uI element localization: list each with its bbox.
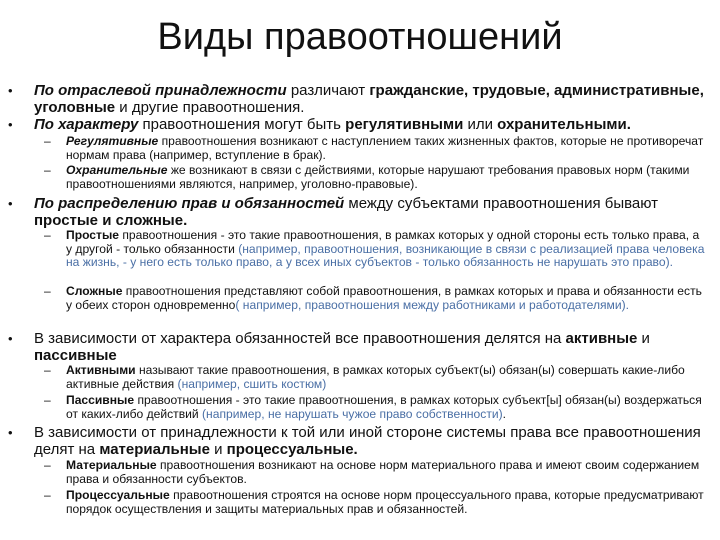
term-regulative: регулятивными	[345, 116, 464, 133]
example-text: (например, не нарушать чужое право собственности)	[202, 406, 503, 421]
text: различают	[286, 82, 370, 99]
example-text: ( например, правоотношения между работниками и работодателями).	[235, 297, 630, 312]
dash-marker: –	[44, 163, 51, 177]
bullet-distribution	[8, 195, 710, 229]
sub-protective	[44, 163, 706, 191]
dash-marker: –	[44, 284, 51, 298]
dash-marker: –	[44, 228, 51, 242]
bullet-marker: •	[8, 83, 13, 98]
term: Охранительные	[66, 163, 168, 177]
term-character: По характеру	[34, 116, 139, 133]
text: и другие правоотношения.	[115, 99, 305, 116]
sub-complex	[44, 284, 706, 312]
bullet-obligations	[8, 330, 710, 364]
dash-marker: –	[44, 488, 51, 502]
term-protective: охранительными.	[497, 116, 631, 133]
text: В зависимости от принадлежности к той или иной стороне системы права все правоотношения делят на	[34, 424, 701, 458]
text: правоотношения представляют собой правоотношения, в рамках которых и права и обязанности есть у обеих сторон одновременно	[66, 284, 702, 312]
bullet-system-side	[8, 424, 710, 458]
text: же возникают в связи с действиями, которые нарушают требования правовых норм (такими правоотношениями являются, например, уголовно-правовые).	[66, 163, 690, 191]
term-passive: пассивные	[34, 347, 117, 364]
text: или	[463, 116, 498, 133]
term: Процессуальные	[66, 488, 170, 502]
dash-marker: –	[44, 393, 51, 407]
sub-simple	[44, 228, 706, 270]
dash-marker: –	[44, 458, 51, 472]
text: В зависимости от характера обязанностей все правоотношения делятся на	[34, 330, 566, 347]
sub-regulative	[44, 134, 706, 162]
sub-material	[44, 458, 706, 486]
bullet-marker: •	[8, 196, 13, 211]
text: и	[209, 441, 227, 458]
sub-active	[44, 363, 706, 391]
term: Пассивные	[66, 393, 135, 407]
text: между субъектами правоотношения бывают	[344, 195, 659, 212]
term: Материальные	[66, 458, 157, 472]
text: правоотношения строятся на основе норм процессуального права, которые предусматривают порядок осуществления и защиты материальных прав и обязанностей.	[66, 488, 704, 516]
bullet-marker: •	[8, 331, 13, 346]
dash-marker: –	[44, 134, 51, 148]
term-active: активные	[565, 330, 638, 347]
term-material: материальные	[99, 441, 210, 458]
text: правоотношения возникают с наступлением таких жизненных фактов, которые не противоречат нормам права (например, вступление в брак).	[66, 134, 704, 162]
term-types: гражданские, трудовые, административные, уголовные	[34, 82, 704, 116]
bullet-marker: •	[8, 425, 13, 440]
text: называют такие правоотношения, в рамках которых субъект(ы) обязан(ы) совершать какие-либо активные действия	[66, 363, 685, 391]
term-distribution: По распределению прав и обязанностей	[34, 195, 345, 212]
slide-title: Виды правоотношений	[157, 16, 563, 58]
term: Сложные	[66, 284, 123, 298]
text: правоотношения - это такие правоотношения, в рамках которых у одной стороны есть только права, а у другой - только обязанности	[66, 228, 700, 256]
term: Активными	[66, 363, 136, 377]
text: правоотношения возникают на основе норм материального права и имеют своим содержанием права и обязанности субъектов.	[66, 458, 700, 486]
example-text: (например, сшить костюм)	[177, 376, 327, 391]
term: Регулятивные	[66, 134, 159, 148]
bullet-character	[8, 116, 710, 133]
text: правоотношения - это такие правоотношения, в рамках которых субъект[ы] обязан(ы) воздержаться от каких-либо действий	[66, 393, 702, 421]
term-sectoral: По отраслевой принадлежности	[34, 82, 287, 99]
dash-marker: –	[44, 363, 51, 377]
text: правоотношения могут быть	[138, 116, 346, 133]
text: .	[502, 406, 507, 421]
sub-passive	[44, 393, 706, 421]
example-text: (например, правоотношения, возникающие в связи с реализацией права человека на жизнь, - у него есть только право, а у всех иных субъектов - только обязанность не нарушать это право).	[66, 241, 705, 270]
term: Простые	[66, 228, 120, 242]
text: и	[637, 330, 650, 347]
term-procedural: процессуальные.	[226, 441, 358, 458]
bullet-marker: •	[8, 117, 13, 132]
bullet-sectoral	[8, 82, 710, 116]
sub-procedural	[44, 488, 706, 516]
term-simple-complex: простые и сложные.	[34, 212, 188, 229]
